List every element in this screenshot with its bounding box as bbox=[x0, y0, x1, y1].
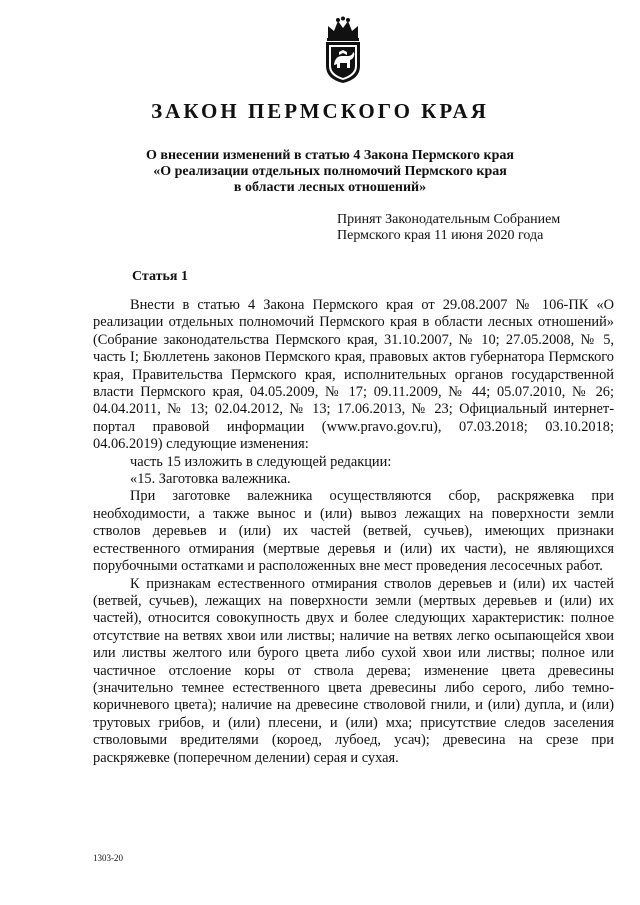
article-paragraph: часть 15 изложить в следующей редакции: bbox=[130, 453, 392, 470]
article-heading: Статья 1 bbox=[132, 269, 188, 284]
article-paragraph: При заготовке валежника осуществляются сбор, раскряжевка при необходимости, а также вынос и (или) вывоз лежащих на поверхности земли стволов деревьев и (или) их частей (ветвей, сучьев), имеющих признаки естественного отмирания (мертвые деревья и (или) их части), не являющихся порубочными остатками и расположенных вне мест проведения лесосечных работ. bbox=[93, 488, 614, 575]
article-paragraph: «15. Заготовка валежника. bbox=[130, 471, 291, 488]
subtitle-line: О внесении изменений в статью 4 Закона Пермского края bbox=[146, 148, 514, 163]
subtitle-line: в области лесных отношений» bbox=[233, 180, 427, 195]
article-body bbox=[93, 297, 614, 767]
adoption-line: Пермского края 11 июня 2020 года bbox=[337, 228, 544, 243]
article-paragraph: Внести в статью 4 Закона Пермского края от 29.08.2007 № 106-ПК «О реализации отдельных полномочий Пермского края в области лесных отношений» (Собрание законодательства Пермского края, 31.10.2007, № 10; 27.05.2008, № 5, часть I; Бюллетень законов Пермского края, правовых актов губернатора Пермского края, Правительства Пермского края, исполнительных органов государственной власти Пермского края, 04.05.2009, № 17; 09.11.2009, № 44; 05.07.2010, № 26; 04.04.2011, № 13; 02.04.2012, № 13; 17.06.2013, № 23; Официальный интернет-портал правовой информации (www.pravo.gov.ru), 07.03.2018; 03.10.2018; 04.06.2019) следующие изменения: bbox=[93, 297, 614, 453]
adoption-line: Принят Законодательным Собранием bbox=[337, 212, 561, 227]
perm-krai-coat-of-arms-icon bbox=[322, 16, 364, 84]
adoption-note bbox=[337, 212, 560, 244]
document-subtitle bbox=[110, 148, 550, 196]
document-code: 1303-20 bbox=[93, 853, 123, 863]
article-paragraph: К признакам естественного отмирания стволов деревьев и (или) их частей (ветвей, сучьев), лежащих на поверхности земли (мертвых деревьев и (или) их частей), относится совокупность двух и более следующих характеристик: полное отсутствие на ветвях хвои или листвы; наличие на ветвях легко осыпающейся хвои или листвы желтого или бурого цвета либо сухой хвои или листвы; полное или частичное отслоение коры от ствола дерева; изменение цвета древесины (значительно темнее естественного цвета древесины либо серого, либо темно-коричневого цвета); наличие на древесине стволовой гнили, и (или) дупла, и (или) трутовых грибов, и (или) плесени, и (или) мха; присутствие следов заселения стволовыми вредителями (короед, лубоед, усач); древесина на срезе при раскряжевке (поперечном делении) серая и сухая. bbox=[93, 575, 614, 766]
subtitle-line: «О реализации отдельных полномочий Пермского края bbox=[153, 164, 507, 179]
document-title: ЗАКОН ПЕРМСКОГО КРАЯ bbox=[151, 99, 489, 123]
